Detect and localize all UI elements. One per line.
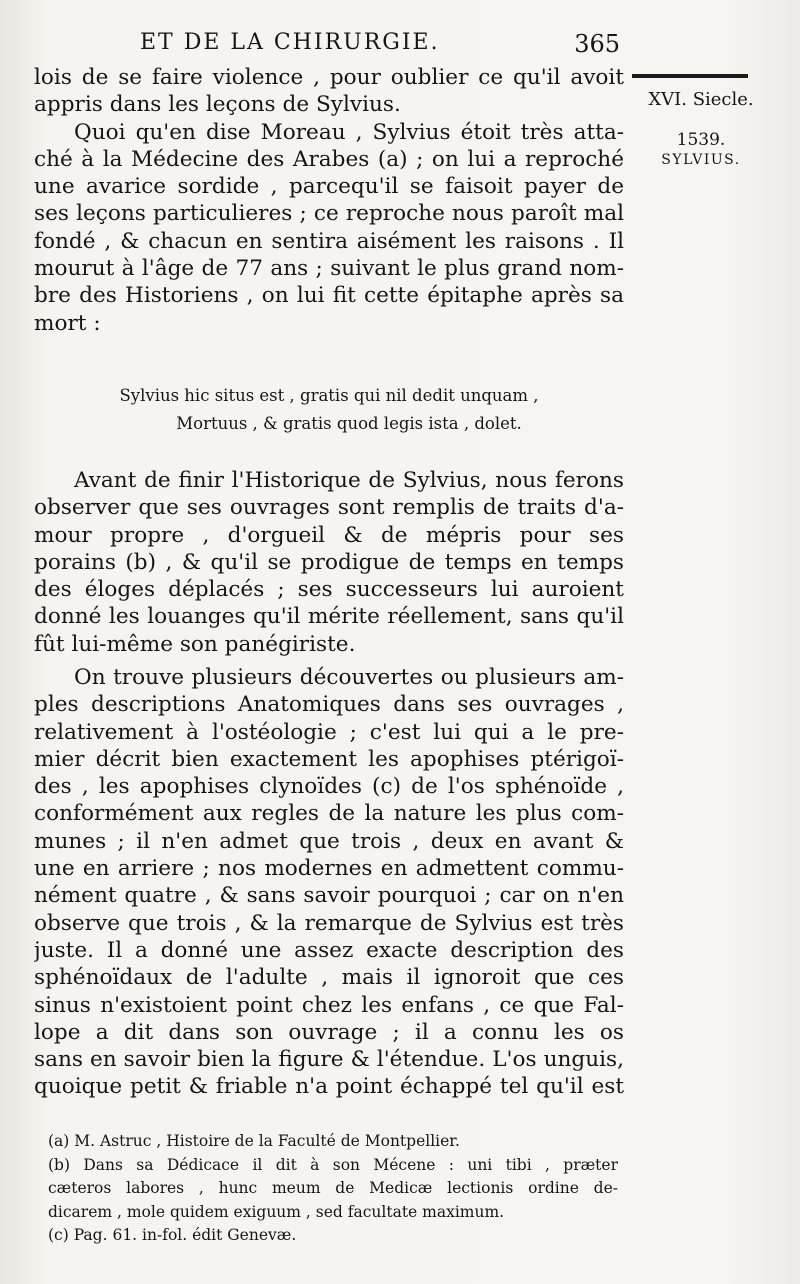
epitaph-line-1: Sylvius hic situs est , gratis qui nil dedit unquam , [119, 386, 539, 405]
paragraph-3 [34, 467, 624, 658]
footnote-c: (c) Pag. 61. in-fol. édit Genevæ. [48, 1226, 297, 1244]
text-line: porains (b) , & qu'il se prodigue de temps en temps [34, 549, 624, 575]
text-line: lois de se faire violence , pour oublier ce qu'il avoit [34, 65, 624, 90]
text-line: donné les louanges qu'il mérite réellement, sans qu'il [34, 604, 624, 630]
epitaph-line-2: Mortuus , & gratis quod legis ista , dolet. [176, 414, 522, 433]
text-line: bre des Historiens , on lui fit cette épitaphe après sa [34, 283, 624, 309]
footnote-b-cont: dicarem , mole quidem exiguum , sed facultate maximum. [48, 1202, 505, 1221]
text-line: une en arriere ; nos modernes en admettent commu- [34, 856, 624, 882]
text-line: sans en savoir bien la figure & l'étendue. L'os unguis, [34, 1047, 624, 1073]
text-line: ples descriptions Anatomiques dans ses ouvrages , [34, 692, 624, 718]
footnote-b-cont: cæteros labores , hunc meum de Medicæ lectionis ordine de- [48, 1179, 618, 1197]
text-line: On trouve plusieurs découvertes ou plusieurs am- [74, 665, 624, 690]
page-number: 365 [574, 30, 620, 58]
margin-rule [632, 74, 748, 78]
margin-name: SYLVIUS. [661, 152, 741, 168]
text-line: juste. Il a donné une assez exacte description des [34, 937, 624, 963]
text-line: des , les apophises clynoïdes (c) de l'os sphénoïde , [34, 774, 624, 800]
margin-year: 1539. [676, 130, 726, 150]
text-line: fondé , & chacun en sentira aisément les raisons . Il [34, 228, 624, 254]
text-line: ché à la Médecine des Arabes (a) ; on lui a reproché [34, 146, 624, 172]
text-line: des éloges déplacés ; ses successeurs lui auroient [34, 577, 624, 603]
text-line: lope a dit dans son ouvrage ; il a connu les os [34, 1019, 624, 1045]
footnotes [48, 1130, 618, 1248]
text-line: observer que ses ouvrages sont remplis de traits d'a- [34, 495, 624, 521]
paragraph-4 [34, 664, 624, 1101]
footnote-b: (b) Dans sa Dédicace il dit à son Mécene : uni tibi , præter [48, 1155, 618, 1174]
text-line: relativement à l'ostéologie ; c'est lui qui a le pre- [34, 719, 624, 745]
text-line: Quoi qu'en dise Moreau , Sylvius étoit très atta- [74, 119, 624, 145]
text-line: mourut à l'âge de 77 ans ; suivant le plus grand nom- [34, 256, 624, 282]
running-head-title: ET DE LA CHIRURGIE. [140, 30, 440, 55]
text-line: fût lui-même son panégiriste. [34, 631, 356, 657]
text-line: mier décrit bien exactement les apophises ptérigoï- [34, 746, 624, 772]
text-line: appris dans les leçons de Sylvius. [34, 92, 401, 118]
text-line: mort : [34, 310, 101, 336]
paragraph-1-2 [34, 64, 624, 337]
text-line: nément quatre , & sans savoir pourquoi ; car on n'en [34, 883, 624, 909]
margin-century: XVI. Siecle. [648, 89, 754, 110]
text-line: sphénoïdaux de l'adulte , mais il ignoroit que ces [34, 965, 624, 991]
text-line: munes ; il n'en admet que trois , deux en avant & [34, 828, 624, 854]
text-line: quoique petit & friable n'a point échappé tel qu'il est [34, 1074, 624, 1100]
text-line: Avant de finir l'Historique de Sylvius, nous ferons [74, 468, 624, 493]
text-line: ses leçons particulieres ; ce reproche nous paroît mal [34, 201, 624, 227]
text-line: sinus n'existoient point chez les enfans , ce que Fal- [34, 992, 624, 1018]
text-line: observe que trois , & la remarque de Sylvius est très [34, 910, 624, 936]
footnote-a: (a) M. Astruc , Histoire de la Faculté de Montpellier. [48, 1132, 460, 1150]
text-line: conformément aux regles de la nature les plus com- [34, 801, 624, 827]
text-line: mour propre , d'orgueil & de mépris pour ses [34, 522, 624, 548]
text-line: une avarice sordide , parcequ'il se faisoit payer de [34, 174, 624, 200]
